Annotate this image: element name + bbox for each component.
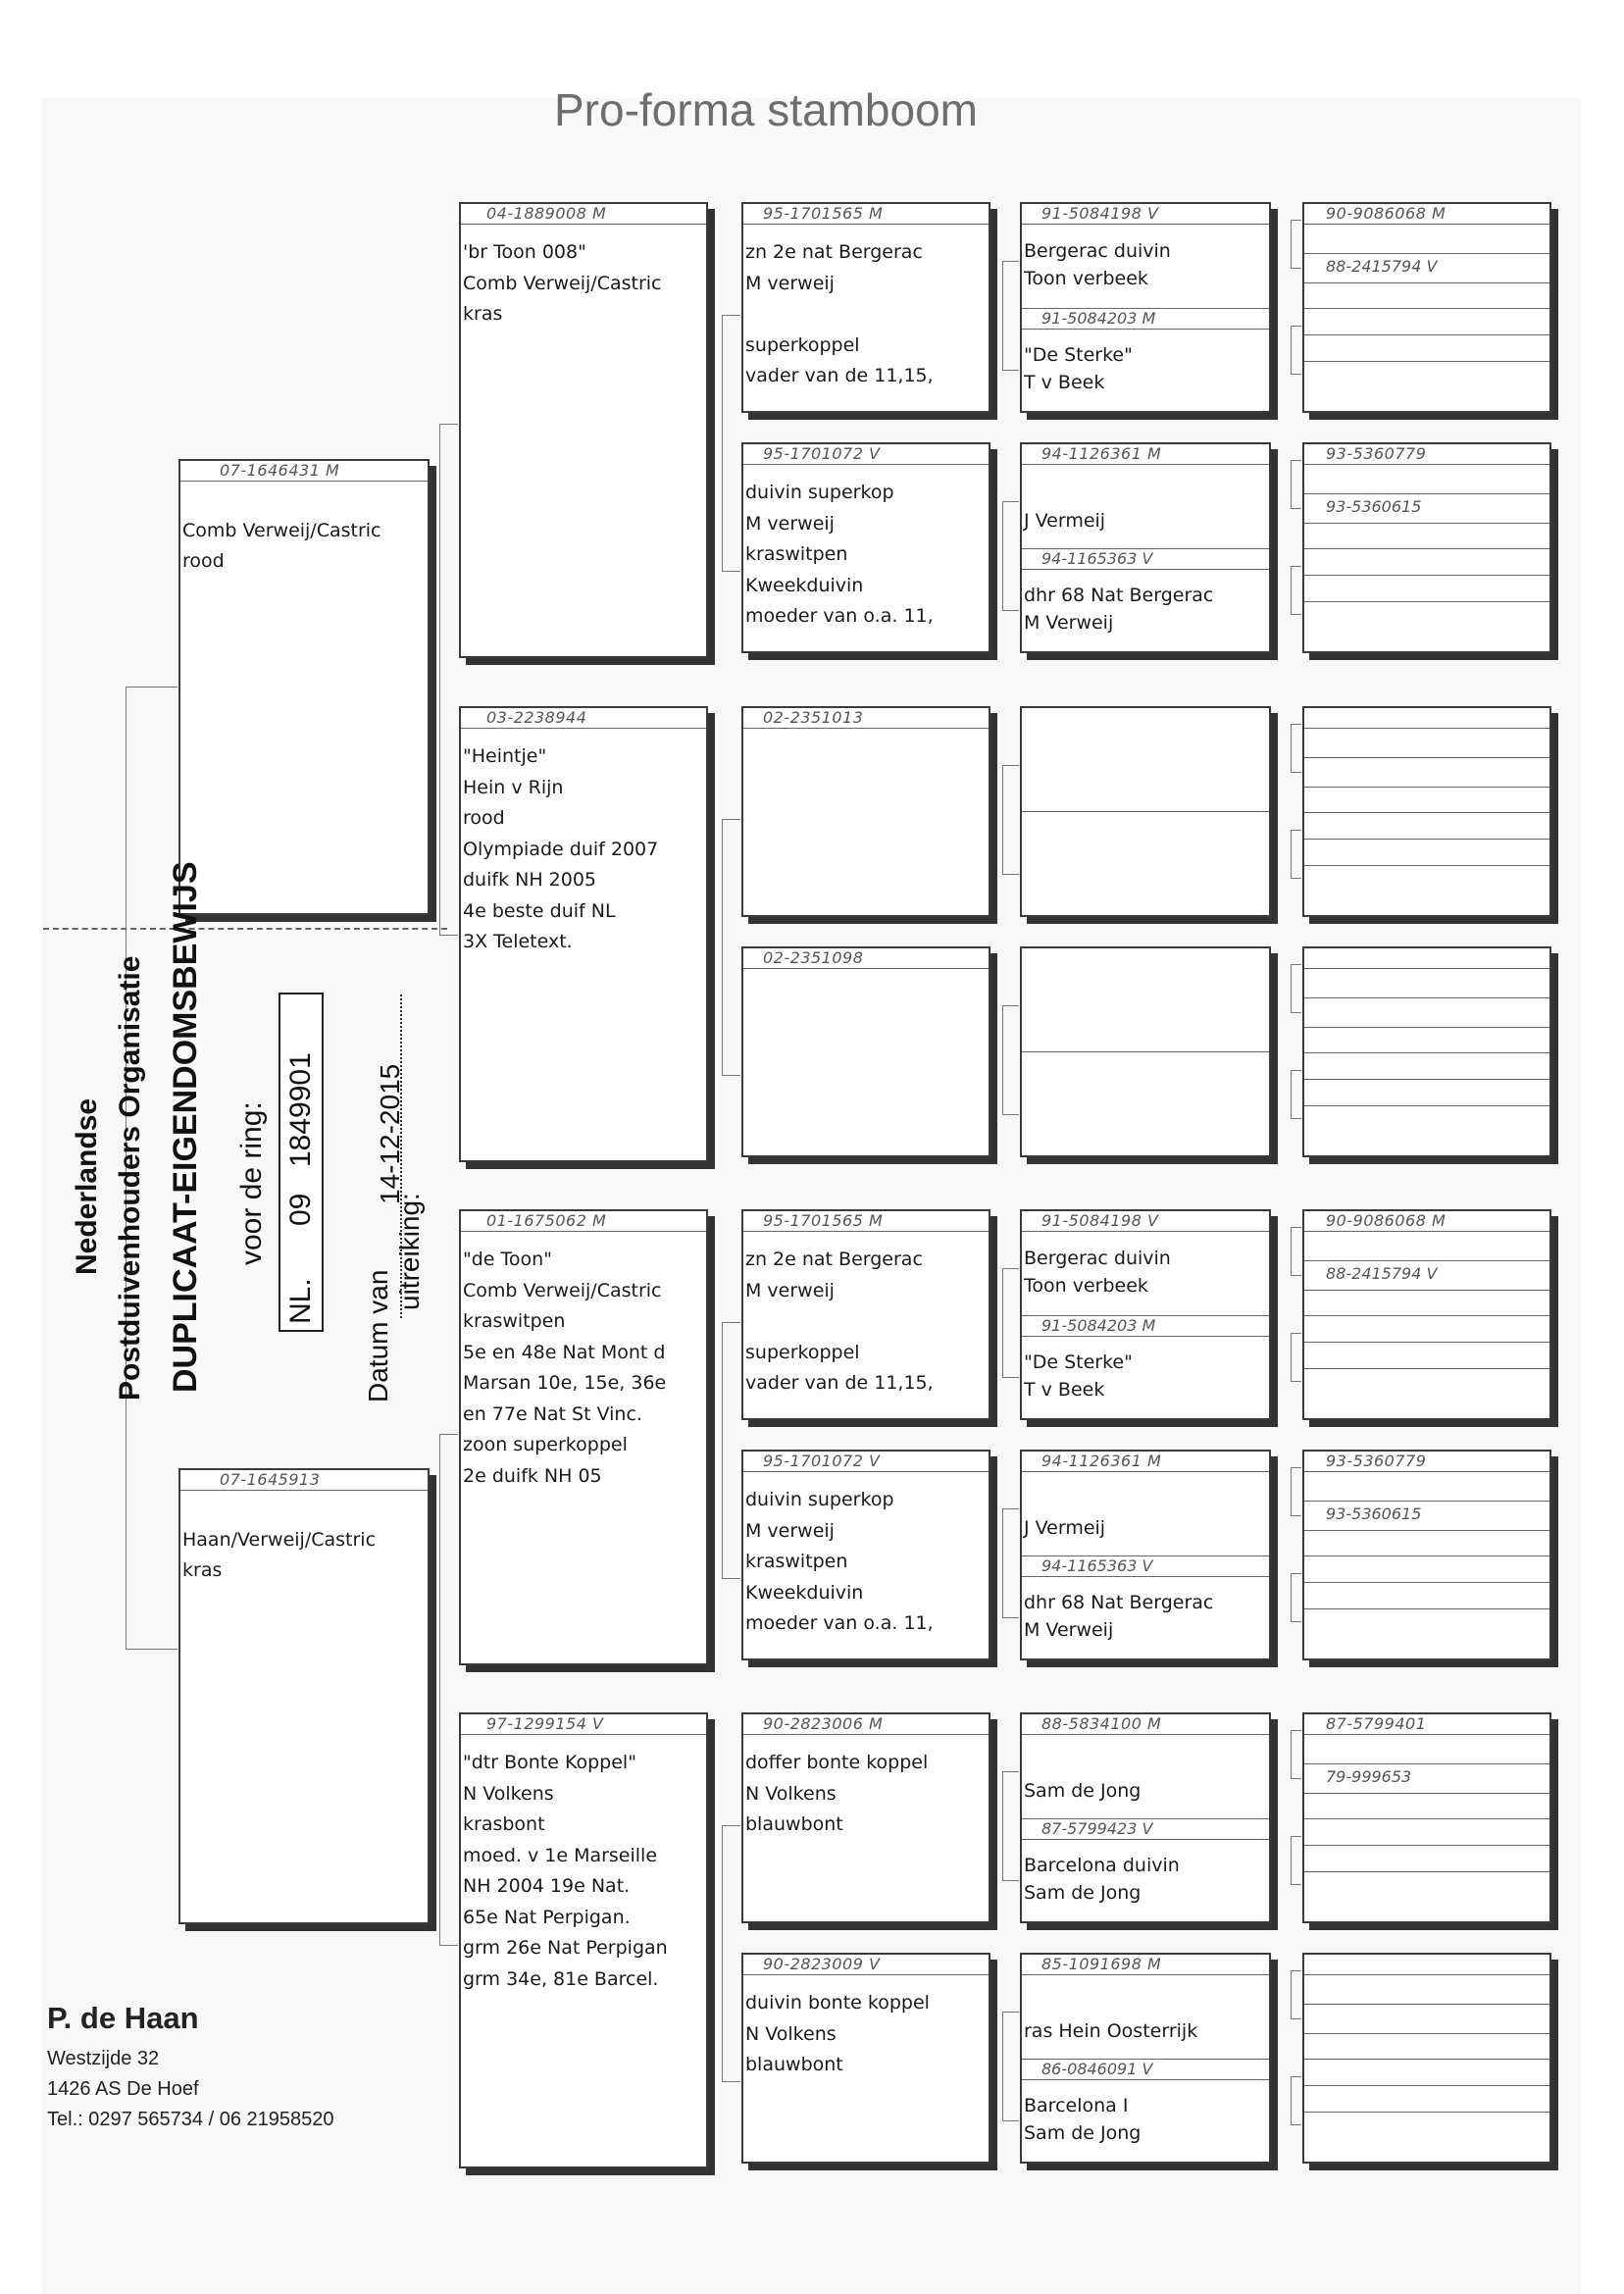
ring-number: 91-5084203 M: [1022, 308, 1269, 330]
connector-bracket: [722, 315, 740, 572]
ring-number: 93-5360615: [1326, 1504, 1422, 1523]
info-line: Barcelona I: [1024, 2095, 1129, 2116]
divider: [1304, 1079, 1549, 1080]
divider: [1304, 1608, 1549, 1609]
bird-info: [1024, 2092, 1267, 2147]
info-line: Marsan 10e, 15e, 36e: [463, 1372, 667, 1394]
bird-info: [1024, 1514, 1267, 1542]
ring-number: 02-2351098: [743, 948, 989, 969]
info-line: zn 2e nat Bergerac: [745, 1249, 923, 1270]
info-line: grm 26e Nat Perpigan: [463, 1937, 668, 1959]
divider: [1304, 1793, 1549, 1794]
bird-info: [463, 1748, 704, 1995]
divider: [1304, 1342, 1549, 1343]
divider: [1304, 334, 1549, 335]
bracket: [1291, 2076, 1301, 2125]
info-line: duivin superkop: [745, 482, 894, 503]
bird-info: [745, 478, 987, 633]
bird-info: [1024, 1777, 1267, 1805]
info-line: Sam de Jong: [1024, 1882, 1142, 1904]
divider: [1022, 811, 1269, 812]
info-line: Kweekduivin: [745, 574, 864, 596]
info-line: krasbont: [463, 1813, 545, 1835]
divider: [1304, 787, 1549, 788]
connector-bracket: [1002, 261, 1019, 371]
info-line: T v Beek: [1024, 372, 1105, 393]
info-line: blauwbont: [745, 2054, 843, 2075]
info-line: ras Hein Oosterrijk: [1024, 2020, 1198, 2042]
bracket: [1291, 964, 1301, 1013]
info-line: dhr 68 Nat Bergerac: [1024, 585, 1214, 606]
divider: [1304, 1530, 1549, 1531]
info-line: 5e en 48e Nat Mont d: [463, 1341, 666, 1363]
divider: [1304, 1555, 1549, 1556]
info-line: Hein v Rijn: [463, 776, 564, 798]
date-label: Datum van: [363, 1269, 393, 1402]
ring-number: 97-1299154 V: [461, 1714, 706, 1735]
ring-number: 90-9086068 M: [1304, 1211, 1549, 1232]
great-grandparent-box: [1020, 202, 1271, 413]
info-line: 3X Teletext.: [463, 931, 573, 952]
info-line: moed. v 1e Marseille: [463, 1844, 658, 1866]
info-line: Sam de Jong: [1024, 1780, 1142, 1802]
connector-bracket: [1002, 1268, 1019, 1378]
divider: [1304, 2085, 1549, 2086]
info-line: [182, 1494, 426, 1525]
ring-number: 95-1701072 V: [743, 1452, 989, 1472]
info-line: kras: [463, 303, 503, 325]
info-line: doffer bonte koppel: [745, 1752, 929, 1773]
gen5-box: [1302, 442, 1551, 653]
ring-number: 1849901: [284, 1052, 317, 1167]
divider: [1304, 575, 1549, 576]
bracket: [1291, 326, 1301, 375]
ring-number: 01-1675062 M: [461, 1211, 706, 1232]
info-line: N Volkens: [745, 1782, 837, 1805]
divider: [1304, 361, 1549, 362]
divider: [1304, 493, 1549, 494]
info-line: Bergerac duivin: [1024, 1248, 1171, 1269]
info-line: N Volkens: [463, 1782, 554, 1805]
info-line: 4e beste duif NL: [463, 899, 616, 922]
grandparent-box: [741, 1209, 990, 1420]
divider: [1304, 1027, 1549, 1028]
bracket: [1291, 830, 1301, 879]
ring-country: NL.: [284, 1278, 317, 1324]
info-line: M Verweij: [1024, 1619, 1114, 1641]
divider: [1304, 523, 1549, 524]
gen5-box: [1302, 202, 1551, 413]
info-line: NH 2004 19e Nat.: [463, 1875, 631, 1897]
bracket: [1291, 1333, 1301, 1382]
bird-info: [1024, 507, 1267, 535]
great-grandparent-box: [1020, 706, 1271, 917]
bracket: [1291, 1730, 1301, 1779]
date-label-2: uitreiking:: [394, 1193, 425, 1310]
info-line: Kweekduivin: [745, 1581, 864, 1604]
bird-info: [1024, 582, 1267, 637]
divider: [1022, 1051, 1269, 1052]
divider: [1304, 2033, 1549, 2034]
divider: [1304, 2004, 1549, 2005]
info-line: 2e duifk NH 05: [463, 1464, 602, 1487]
ring-number: 94-1165363 V: [1022, 548, 1269, 570]
great-grandparent-box: [1020, 1209, 1271, 1420]
info-line: 'br Toon 008": [463, 241, 586, 263]
info-line: en 77e Nat St Vinc.: [463, 1402, 642, 1425]
bracket: [1291, 1070, 1301, 1119]
connector-bracket: [439, 424, 458, 936]
divider: [1304, 308, 1549, 309]
divider: [1304, 997, 1549, 998]
owner-street: Westzijde 32: [47, 2048, 160, 2069]
grandparent-box: [741, 946, 990, 1157]
great-grandparent-box: [1020, 1953, 1271, 2164]
sire-box: [178, 459, 430, 915]
info-line: vader van de 11,15,: [745, 1372, 934, 1394]
info-line: duivin bonte koppel: [745, 1992, 930, 2014]
owner-city: 1426 AS De Hoef: [47, 2078, 199, 2100]
bracket: [1291, 220, 1301, 269]
connector-bracket: [722, 1825, 740, 2082]
connector-bracket: [1002, 1005, 1019, 1115]
info-line: grm 34e, 81e Barcel.: [463, 1967, 659, 1990]
ring-number: 94-1165363 V: [1022, 1555, 1269, 1577]
issue-date: 14-12-2015: [375, 1063, 405, 1204]
grandparent-box: [741, 1712, 990, 1923]
parent-box: [459, 202, 708, 658]
divider: [1304, 1290, 1549, 1291]
grandparent-box: [741, 442, 990, 653]
ring-number: 88-2415794 V: [1326, 257, 1438, 276]
bird-info: [182, 484, 426, 578]
info-line: kras: [182, 1559, 223, 1581]
bracket: [1291, 460, 1301, 509]
divider: [1304, 1818, 1549, 1819]
info-line: [182, 484, 426, 516]
ring-number: 93-5360779: [1304, 444, 1549, 465]
ring-number: [1304, 708, 1549, 729]
ring-number: 91-5084203 M: [1022, 1315, 1269, 1337]
certificate-title: DUPLICAAT-EIGENDOMSBEWIJS: [167, 861, 204, 1393]
info-line: rood: [463, 807, 505, 829]
parent-box: [459, 706, 708, 1162]
org-name: Nederlandse: [71, 1097, 103, 1275]
info-line: T v Beek: [1024, 1379, 1105, 1401]
info-line: superkoppel: [745, 1341, 860, 1363]
divider: [1304, 282, 1549, 283]
parent-box: [459, 1712, 708, 2168]
ring-number: 95-1701565 M: [743, 1211, 989, 1232]
divider: [1304, 548, 1549, 549]
divider: [1304, 757, 1549, 758]
bird-info: [1024, 341, 1267, 396]
bracket: [1291, 1227, 1301, 1276]
divider: [1304, 812, 1549, 813]
parent-box: [459, 1209, 708, 1665]
info-line: N Volkens: [745, 2022, 837, 2045]
info-line: "De Sterke": [1024, 344, 1133, 366]
ring-number: 93-5360779: [1304, 1452, 1549, 1472]
info-line: [745, 299, 987, 331]
gen5-box: [1302, 706, 1551, 917]
bird-info: [745, 237, 987, 392]
ring-number: 88-5834100 M: [1022, 1714, 1269, 1735]
ring-number: 03-2238944: [461, 708, 706, 729]
ring-number: 87-5799401: [1304, 1714, 1549, 1735]
info-line: kraswitpen: [745, 543, 848, 565]
bird-info: [745, 1245, 987, 1400]
divider: [1304, 1315, 1549, 1316]
connector-bracket: [722, 1322, 740, 1579]
connector-bracket: [1002, 2012, 1019, 2121]
ring-label: voor de ring:: [235, 1101, 268, 1265]
info-line: M verweij: [745, 272, 835, 294]
divider: [1304, 1368, 1549, 1369]
info-line: moeder van o.a. 11,: [745, 1612, 934, 1634]
info-line: superkoppel: [745, 333, 860, 356]
info-line: M verweij: [745, 512, 835, 535]
bird-info: [463, 741, 704, 958]
info-line: Comb Verweij/Castric: [182, 519, 381, 541]
divider: [1304, 601, 1549, 602]
info-line: dhr 68 Nat Bergerac: [1024, 1592, 1214, 1613]
info-line: blauwbont: [745, 1813, 843, 1835]
bird-info: [745, 1748, 987, 1841]
gen5-box: [1302, 1450, 1551, 1660]
bird-info: [1024, 2017, 1267, 2045]
connector-bracket: [1002, 765, 1019, 875]
bird-info: [745, 1485, 987, 1640]
info-line: M Verweij: [1024, 612, 1114, 634]
bracket: [1291, 1836, 1301, 1885]
ring-number: 91-5084198 V: [1022, 1211, 1269, 1232]
grandparent-box: [741, 1953, 990, 2164]
info-line: Comb Verweij/Castric: [463, 272, 662, 294]
bracket: [1291, 1467, 1301, 1516]
bird-info: [1024, 1245, 1267, 1300]
ring-number: 07-1646431 M: [180, 461, 428, 482]
ring-number: 07-1645913: [180, 1470, 428, 1491]
info-line: "De Sterke": [1024, 1351, 1133, 1373]
info-line: Comb Verweij/Castric: [463, 1279, 662, 1301]
info-line: Toon verbeek: [1024, 1275, 1148, 1297]
bird-info: [1024, 1349, 1267, 1403]
info-line: Barcelona duivin: [1024, 1855, 1180, 1876]
connector-bracket: [1002, 1771, 1019, 1881]
divider: [1304, 865, 1549, 866]
divider: [1304, 2112, 1549, 2113]
ring-number: 85-1091698 M: [1022, 1955, 1269, 1975]
connector-bracket: [1002, 1508, 1019, 1618]
dotted-line: [400, 994, 402, 1318]
info-line: Olympiade duif 2007: [463, 838, 659, 860]
divider: [1304, 1845, 1549, 1846]
ring-number: 94-1126361 M: [1022, 1452, 1269, 1472]
bird-info: [182, 1494, 426, 1587]
bracket: [1291, 566, 1301, 615]
info-line: J Vermeij: [1024, 510, 1106, 532]
owner-phone: Tel.: 0297 565734 / 06 21958520: [47, 2109, 334, 2130]
divider: [1304, 839, 1549, 840]
gen5-box: [1302, 1953, 1551, 2164]
connector-bracket: [439, 1434, 458, 1946]
grandparent-box: [741, 706, 990, 917]
grandparent-box: [741, 1450, 990, 1660]
info-line: J Vermeij: [1024, 1517, 1106, 1539]
info-line: vader van de 11,15,: [745, 365, 934, 386]
ring-number: [1304, 948, 1549, 969]
ring-year: 09: [284, 1193, 317, 1226]
ring-number: 87-5799423 V: [1022, 1818, 1269, 1840]
divider: [1304, 253, 1549, 254]
info-line: duifk NH 2005: [463, 869, 597, 891]
page-title: Pro-forma stamboom: [553, 84, 978, 135]
info-line: [745, 1306, 987, 1338]
divider: [1304, 1105, 1549, 1106]
ring-number: 95-1701072 V: [743, 444, 989, 465]
divider: [1304, 1871, 1549, 1872]
divider: [1304, 1052, 1549, 1053]
ring-number: 93-5360615: [1326, 497, 1422, 516]
info-line: Bergerac duivin: [1024, 240, 1171, 262]
ring-number: 90-2823006 M: [743, 1714, 989, 1735]
bracket: [1291, 724, 1301, 773]
bracket: [1291, 1573, 1301, 1622]
info-line: zn 2e nat Bergerac: [745, 241, 923, 263]
ring-number: 04-1889008 M: [461, 204, 706, 225]
ring-number: 90-2823009 V: [743, 1955, 989, 1975]
ring-number: 79-999653: [1326, 1767, 1412, 1786]
info-line: duivin superkop: [745, 1489, 894, 1510]
ring-number: 91-5084198 V: [1022, 204, 1269, 225]
info-line: M verweij: [745, 1519, 835, 1542]
ring-number: [1304, 1955, 1549, 1975]
info-line: kraswitpen: [463, 1310, 566, 1332]
bird-info: [463, 237, 704, 331]
owner-name: P. de Haan: [47, 2001, 199, 2035]
info-line: kraswitpen: [745, 1551, 848, 1572]
info-line: Haan/Verweij/Castric: [182, 1528, 377, 1551]
info-line: 65e Nat Perpigan.: [463, 1906, 631, 1928]
info-line: rood: [182, 550, 225, 572]
connector-bracket: [722, 819, 740, 1076]
ring-number: 88-2415794 V: [1326, 1264, 1438, 1283]
great-grandparent-box: [1020, 946, 1271, 1157]
info-line: "dtr Bonte Koppel": [463, 1752, 636, 1773]
gen5-box: [1302, 1712, 1551, 1923]
bird-info: [1024, 237, 1267, 292]
ring-number: 86-0846091 V: [1022, 2059, 1269, 2080]
divider: [1304, 1582, 1549, 1583]
bird-info: [1024, 1852, 1267, 1907]
bird-info: [745, 1988, 987, 2081]
info-line: zoon superkoppel: [463, 1434, 628, 1455]
dam-box: [178, 1468, 430, 1924]
cut-line: [43, 928, 447, 930]
info-line: Toon verbeek: [1024, 268, 1148, 289]
ring-number: 02-2351013: [743, 708, 989, 729]
connector-bracket: [1002, 501, 1019, 611]
gen5-box: [1302, 1209, 1551, 1420]
info-line: "Heintje": [463, 745, 547, 767]
great-grandparent-box: [1020, 1712, 1271, 1923]
ring-number: 94-1126361 M: [1022, 444, 1269, 465]
info-line: "de Toon": [463, 1249, 552, 1270]
great-grandparent-box: [1020, 442, 1271, 653]
bracket: [1291, 1970, 1301, 2019]
org-name-2: Postduivenhouders Organisatie: [114, 955, 146, 1401]
gen5-box: [1302, 946, 1551, 1157]
divider: [1304, 2059, 1549, 2060]
great-grandparent-box: [1020, 1450, 1271, 1660]
info-line: Sam de Jong: [1024, 2122, 1142, 2144]
ring-number: 90-9086068 M: [1304, 204, 1549, 225]
divider: [1304, 1763, 1549, 1764]
divider: [1304, 1501, 1549, 1502]
info-line: M verweij: [745, 1279, 835, 1301]
ring-number: 95-1701565 M: [743, 204, 989, 225]
grandparent-box: [741, 202, 990, 413]
info-line: moeder van o.a. 11,: [745, 605, 934, 627]
bird-info: [463, 1245, 704, 1492]
bird-info: [1024, 1589, 1267, 1644]
divider: [1304, 1260, 1549, 1261]
